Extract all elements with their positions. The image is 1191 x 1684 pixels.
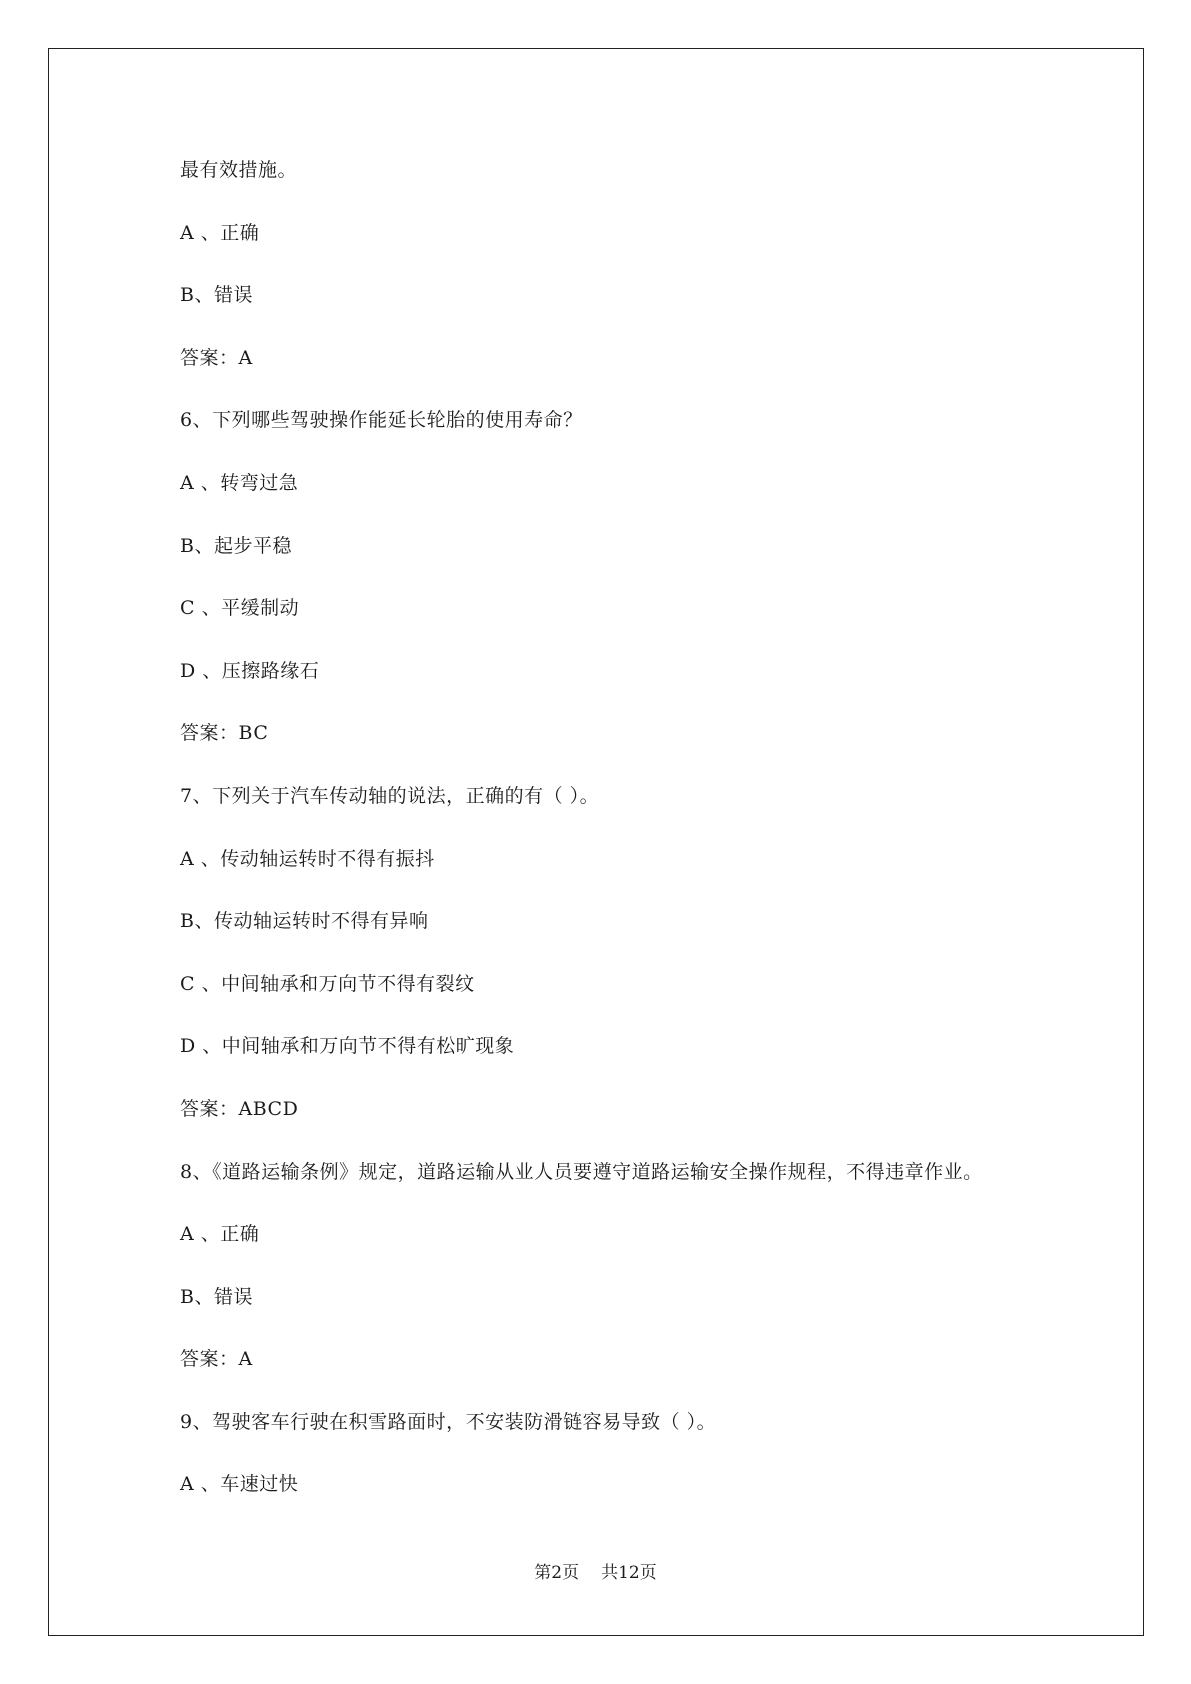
option-line: A 、车速过快 bbox=[180, 1473, 299, 1496]
option-line: C 、中间轴承和万向节不得有裂纹 bbox=[180, 972, 475, 995]
question-line: 9、驾驶客车行驶在积雪路面时，不安装防滑链容易导致（ ）。 bbox=[180, 1410, 717, 1433]
option-line: B、起步平稳 bbox=[180, 534, 292, 557]
answer-line: 答案：A bbox=[180, 346, 253, 369]
page-footer bbox=[0, 1562, 1191, 1584]
option-line: A 、传动轴运转时不得有振抖 bbox=[180, 847, 435, 870]
answer-line: 答案：A bbox=[180, 1348, 253, 1371]
option-line: C 、平缓制动 bbox=[180, 597, 300, 620]
option-line: B、错误 bbox=[180, 284, 253, 307]
question-line: 7、下列关于汽车传动轴的说法，正确的有（ ）。 bbox=[180, 784, 600, 807]
text-line: 最有效措施。 bbox=[180, 159, 298, 181]
option-line: A 、正确 bbox=[180, 221, 260, 244]
page-total: 共12页 bbox=[601, 1563, 657, 1583]
answer-line: 答案：BC bbox=[180, 722, 269, 745]
page-number: 第2页 bbox=[534, 1563, 580, 1583]
option-line: A 、转弯过急 bbox=[180, 471, 299, 494]
option-line: B、错误 bbox=[180, 1285, 253, 1308]
question-line: 8、《道路运输条例》规定，道路运输从业人员要遵守道路运输安全操作规程，不得违章作业。 bbox=[180, 1160, 983, 1183]
option-line: A 、正确 bbox=[180, 1223, 260, 1246]
document-body bbox=[180, 158, 1080, 1535]
question-line: 6、下列哪些驾驶操作能延长轮胎的使用寿命？ bbox=[180, 409, 583, 432]
option-line: D 、中间轴承和万向节不得有松旷现象 bbox=[180, 1035, 515, 1058]
option-line: D 、压擦路缘石 bbox=[180, 659, 320, 682]
answer-line: 答案：ABCD bbox=[180, 1097, 299, 1120]
option-line: B、传动轴运转时不得有异响 bbox=[180, 910, 429, 933]
